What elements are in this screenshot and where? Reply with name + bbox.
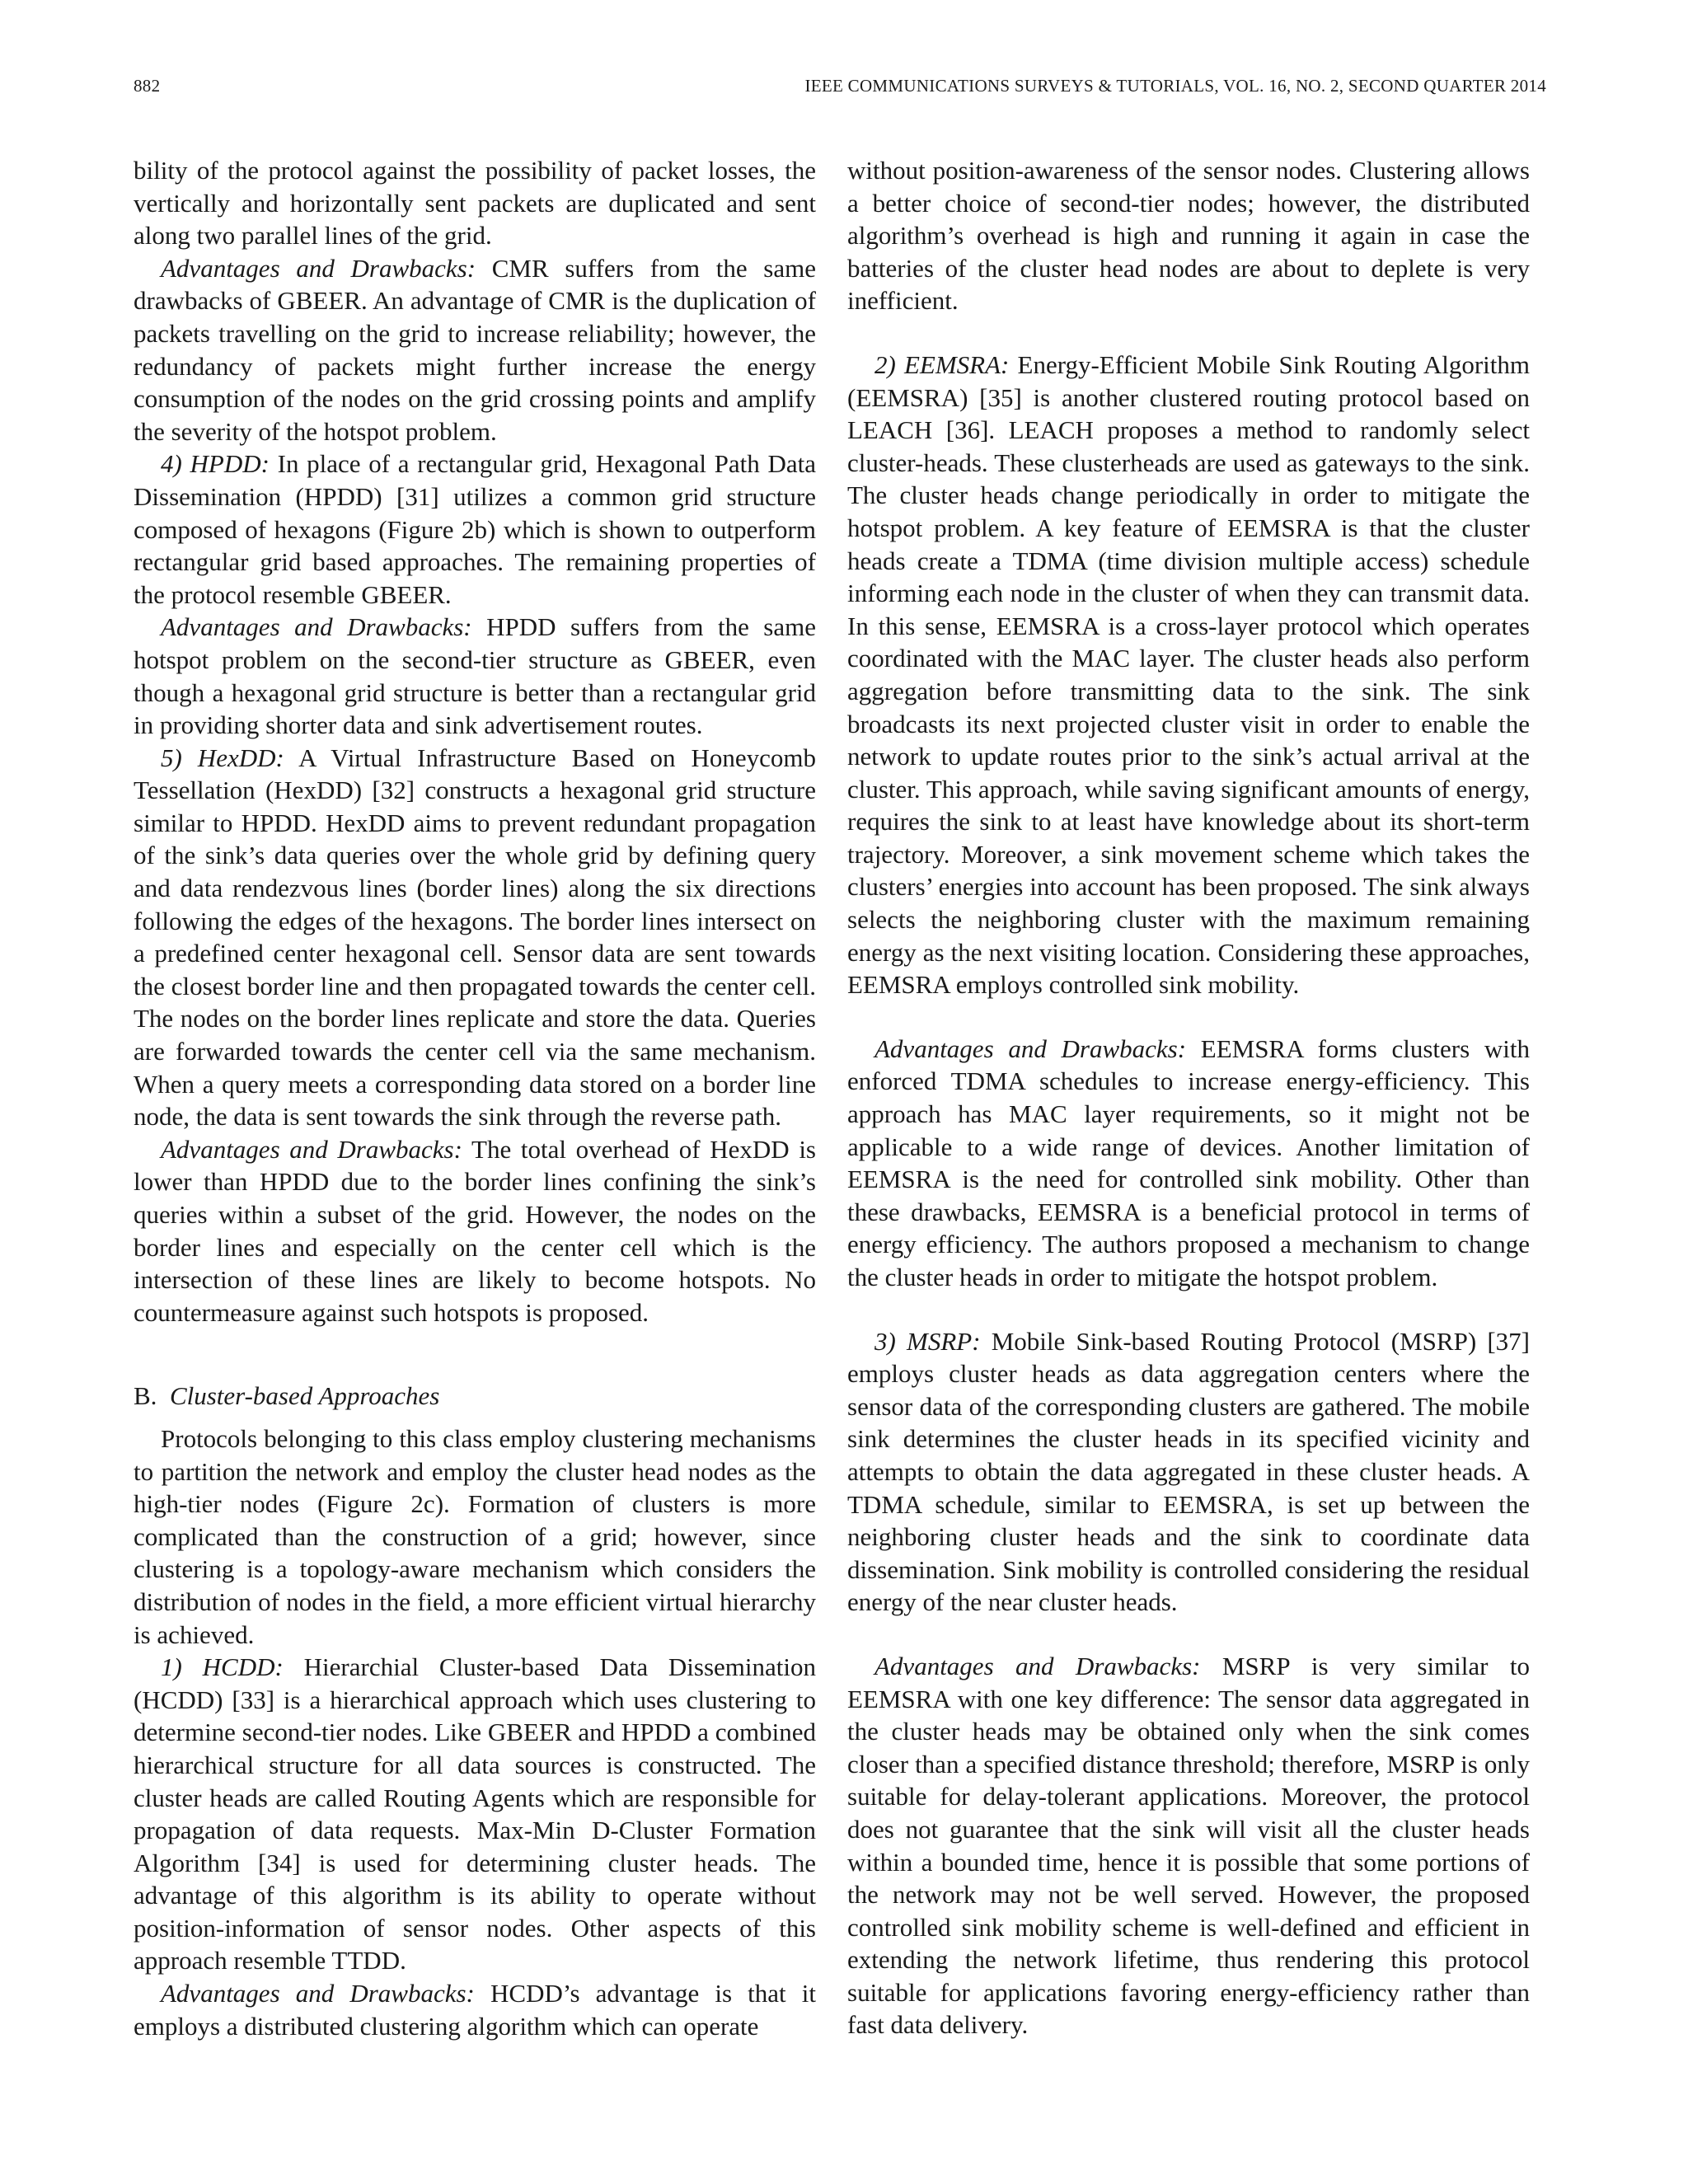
paragraph: [847, 349, 1530, 1001]
paragraph-label: Advantages and Drawbacks:: [161, 612, 472, 642]
running-header: [134, 76, 1546, 105]
paragraph-label: Advantages and Drawbacks:: [161, 253, 476, 283]
subsection-label: 5) HexDD:: [161, 743, 284, 772]
paragraph: [134, 1651, 816, 1977]
paragraph: [847, 1325, 1530, 1619]
section-letter: B.: [134, 1381, 157, 1411]
paragraph-label: Advantages and Drawbacks:: [161, 1134, 462, 1164]
paragraph-text: EEMSRA forms clusters with enforced TDMA schedules to increase energy-efficiency. This approach has MAC layer requirements, so it might not be applicable to a wide range of devices. Another limitation of EEMSRA is the need for controlled sink mobility. Other than these drawbacks, EEMSRA is a beneficial protocol in terms of energy efficiency. The authors proposed a mechanism to change the cluster heads in order to mitigate the hotspot problem.: [847, 1033, 1530, 1291]
paragraph-text: The total overhead of HexDD is lower than HPDD due to the border lines confining the sink’s queries within a subset of the grid. However, the nodes on the border lines and especially on the center cell which is the intersection of these lines are likely to become hotspots. No countermeasure against such hotspots is proposed.: [134, 1134, 816, 1327]
paragraph-label: Advantages and Drawbacks:: [874, 1033, 1187, 1063]
subsection-label: 3) MSRP:: [874, 1326, 981, 1356]
paragraph: [134, 1133, 816, 1329]
paragraph: [847, 1650, 1530, 2041]
subsection-label: 2) EEMSRA:: [874, 349, 1010, 379]
paragraph-text: without position-awareness of the sensor nodes. Clustering allows a better choice of second-tier nodes; however, the distributed algorithm’s overhead is high and running it again in case the batteries of the cluster head nodes are about to deplete is very inefficient.: [847, 156, 1530, 316]
section-title: Cluster-based Approaches: [169, 1381, 440, 1411]
paragraph-text: A Virtual Infrastructure Based on Honeycomb Tessellation (HexDD) [32] constructs a hexagonal grid structure similar to HPDD. HexDD aims to prevent redundant propagation of the sink’s data queries over the whole grid by defining query and data rendezvous lines (border lines) along the six directions following the edges of the hexagons. The border lines intersect on a predefined center hexagonal cell. Sensor data are sent towards the closest border line and then propagated towards the center cell. The nodes on the border lines replicate and store the data. Queries are forwarded towards the center cell via the same mechanism. When a query meets a corresponding data stored on a border line node, the data is sent towards the sink through the reverse path.: [134, 743, 816, 1132]
paragraph-text: Mobile Sink-based Routing Protocol (MSRP) [37] employs cluster heads as data aggregation centers where the sensor data of the corresponding clusters are gathered. The mobile sink determines the cluster heads in its specified vicinity and attempts to obtain the data aggregated in these cluster heads. A TDMA schedule, similar to EEMSRA, is set up between the neighboring cluster heads and the sink to coordinate data dissemination. Sink mobility is controlled considering the residual energy of the near cluster heads.: [847, 1326, 1530, 1617]
subsection-label: 4) HPDD:: [161, 449, 270, 479]
paragraph-label: Advantages and Drawbacks:: [874, 1651, 1201, 1680]
paragraph-text: HCDD’s advantage is that it employs a distributed clustering algorithm which can operate: [134, 1979, 816, 2041]
left-column: [134, 154, 816, 2042]
paragraph-text: bility of the protocol against the possibility of packet losses, the vertically and horizontally sent packets are duplicated and sent along two parallel lines of the grid.: [134, 156, 816, 251]
paragraph-text: CMR suffers from the same drawbacks of GBEER. An advantage of CMR is the duplication of packets travelling on the grid to increase reliability; however, the redundancy of packets might further increase the energy consumption of the nodes on the grid crossing points and amplify the severity of the hotspot problem.: [134, 253, 816, 446]
journal-info: IEEE COMMUNICATIONS SURVEYS & TUTORIALS, VOL. 16, NO. 2, SECOND QUARTER 2014: [804, 76, 1546, 96]
paragraph: [134, 611, 816, 741]
paragraph-text: Hierarchial Cluster-based Data Dissemination (HCDD) [33] is a hierarchical approach which uses clustering to determine second-tier nodes. Like GBEER and HPDD a combined hierarchical structure for all data sources is constructed. The cluster heads are called Routing Agents which are responsible for propagation of data requests. Max-Min D-Cluster Formation Algorithm [34] is used for determining cluster heads. The advantage of this algorithm is its ability to operate without position-information of sensor nodes. Other aspects of this approach resemble TTDD.: [134, 1652, 816, 1975]
paragraph: [134, 1422, 816, 1651]
paragraph-text: In place of a rectangular grid, Hexagonal Path Data Dissemination (HPDD) [31] utilizes a common grid structure composed of hexagons (Figure 2b) which is shown to outperform rectangular grid based approaches. The remaining properties of the protocol resemble GBEER.: [134, 449, 816, 609]
page-number: 882: [134, 76, 161, 96]
paragraph: [134, 154, 816, 252]
paragraph-text: Protocols belonging to this class employ clustering mechanisms to partition the network and employ the cluster head nodes as the high-tier nodes (Figure 2c). Formation of clusters is more complicated than the construction of a grid; however, since clustering is a topology-aware mechanism which considers the distribution of nodes in the field, a more efficient virtual hierarchy is achieved.: [134, 1423, 816, 1649]
paragraph-text: Energy-Efficient Mobile Sink Routing Algorithm (EEMSRA) [35] is another clustered routing protocol based on LEACH [36]. LEACH proposes a method to randomly select cluster-heads. These clusterheads are used as gateways to the sink. The cluster heads change periodically in order to mitigate the hotspot problem. A key feature of EEMSRA is that the cluster heads create a TDMA (time division multiple access) schedule informing each node in the cluster of when they can transmit data. In this sense, EEMSRA is a cross-layer protocol which operates coordinated with the MAC layer. The cluster heads also perform aggregation before transmitting data to the sink. The sink broadcasts its next projected cluster visit in order to enable the network to update routes prior to the sink’s actual arrival at the cluster. This approach, while saving significant amounts of energy, requires the sink to at least have knowledge about its short-term trajectory. Moreover, a sink movement scheme which takes the clusters’ energies into account has been proposed. The sink always selects the neighboring cluster with the maximum remaining energy as the next visiting location. Considering these approaches, EEMSRA employs controlled sink mobility.: [847, 349, 1530, 1000]
right-column: [847, 154, 1530, 2041]
paragraph: [134, 252, 816, 448]
paragraph-text: MSRP is very similar to EEMSRA with one key difference: The sensor data aggregated in the cluster heads may be obtained only when the sink comes closer than a specified distance threshold; therefore, MSRP is only suitable for delay-tolerant applications. Moreover, the protocol does not guarantee that the sink will visit all the cluster heads within a bounded time, hence it is possible that some portions of the network may not be well served. However, the proposed controlled sink mobility scheme is well-defined and efficient in extending the network lifetime, thus rendering this protocol suitable for applications favoring energy-efficiency rather than fast data delivery.: [847, 1651, 1530, 2040]
paragraph: [134, 1977, 816, 2042]
paragraph: [847, 1033, 1530, 1294]
paragraph-text: HPDD suffers from the same hotspot problem on the second-tier structure as GBEER, even though a hexagonal grid structure is better than a rectangular grid in providing shorter data and sink advertisement routes.: [134, 612, 816, 740]
subsection-label: 1) HCDD:: [161, 1652, 284, 1682]
paragraph: [847, 154, 1530, 317]
section-heading: [134, 1380, 816, 1413]
paragraph: [134, 742, 816, 1133]
paragraph: [134, 448, 816, 611]
paragraph-label: Advantages and Drawbacks:: [161, 1979, 475, 2008]
